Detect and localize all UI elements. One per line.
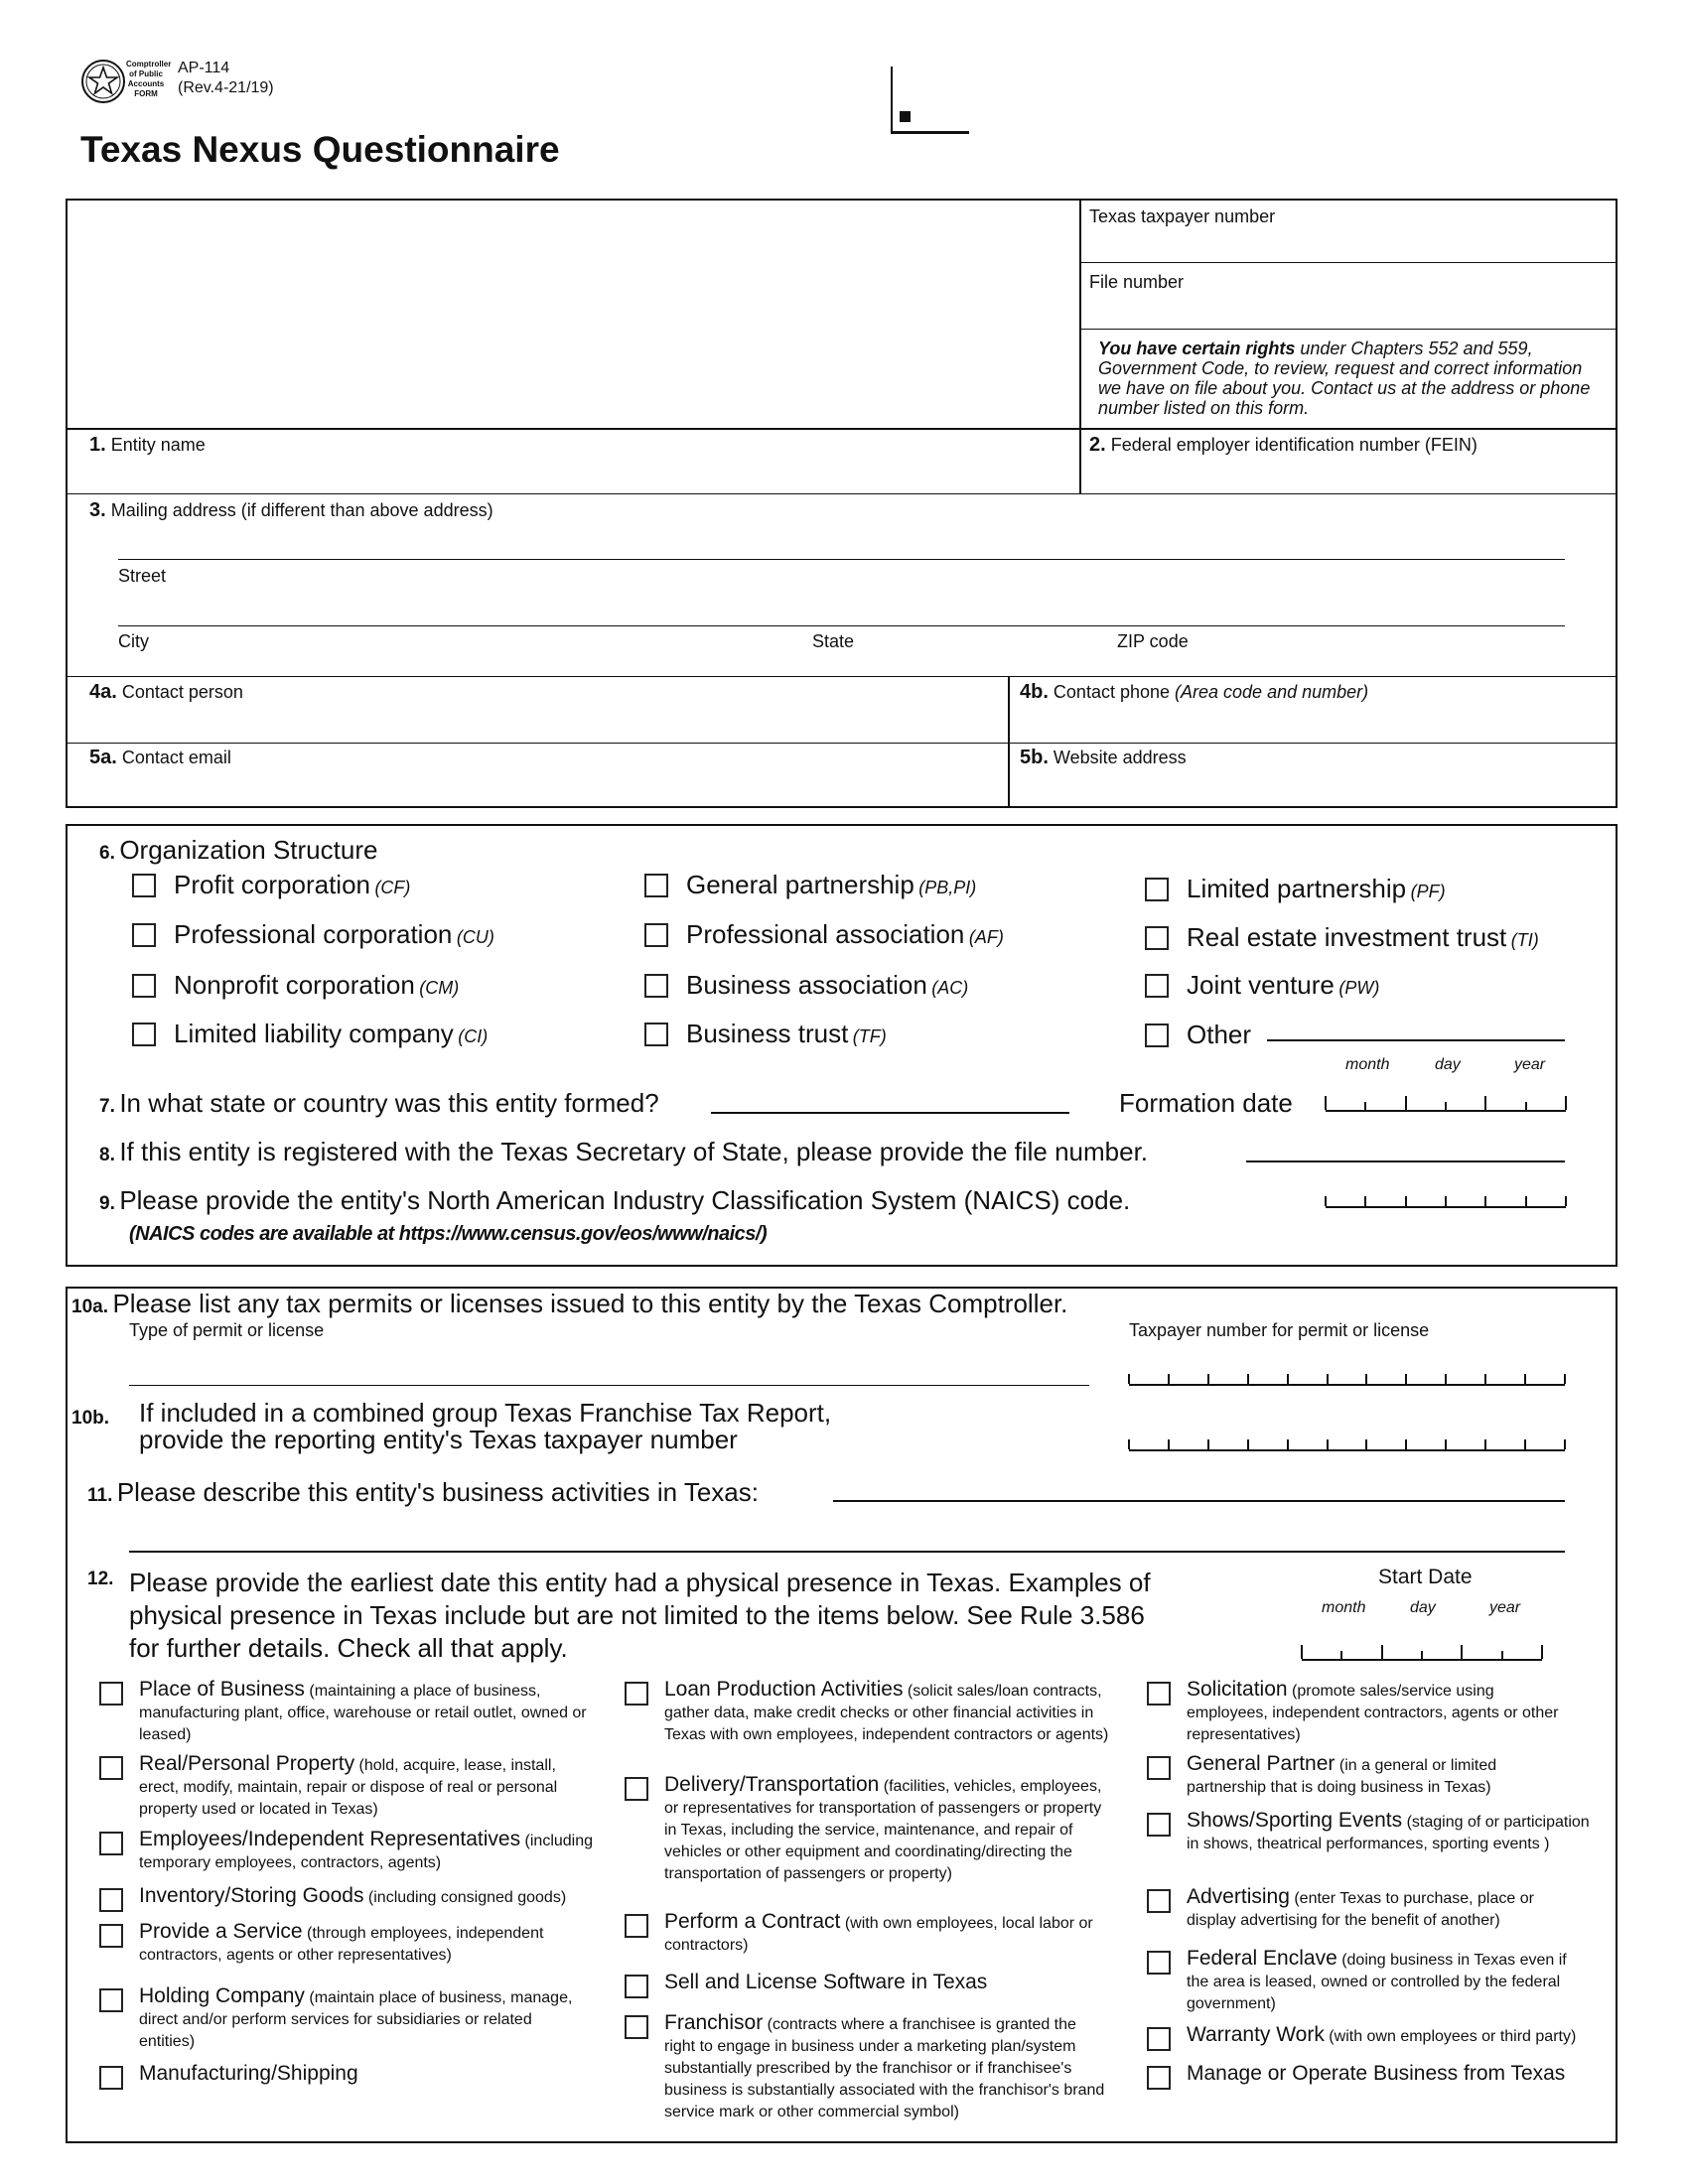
option-label: Business trust: [686, 1019, 849, 1048]
tick-mark: [1445, 1439, 1447, 1449]
option-limited-liability-company: [174, 1019, 488, 1049]
checkbox-professional-association[interactable]: [644, 923, 668, 947]
divider: [1080, 329, 1617, 330]
presence-item-label: Employees/Independent Representatives: [139, 1828, 521, 1850]
q10b-number: [71, 1408, 109, 1430]
q4a-number: 4a.: [89, 681, 117, 703]
option-code: (CM): [419, 978, 460, 998]
checkbox-employees-independent-representatives[interactable]: [99, 1832, 123, 1855]
presence-item-employees-independent-representatives: [139, 1829, 606, 1874]
street-field[interactable]: [118, 559, 1565, 560]
start-month-label: month: [1322, 1599, 1366, 1616]
tick-mark: [1461, 1645, 1463, 1659]
option-label: Professional association: [686, 919, 965, 949]
tick-mark: [1325, 1196, 1327, 1206]
q4b-note: (Area code and number): [1175, 682, 1369, 702]
divider: [66, 428, 1618, 430]
presence-item-label: Manufacturing/Shipping: [139, 2062, 358, 2085]
q10b-line2: provide the reporting entity's Texas taxpayer number: [139, 1425, 738, 1454]
tick-mark: [1247, 1439, 1249, 1449]
presence-item-general-partner: [1187, 1753, 1574, 1799]
sos-file-number-field[interactable]: [1246, 1160, 1565, 1162]
contact-person-label: [89, 681, 243, 704]
checkbox-advertising[interactable]: [1147, 1889, 1171, 1913]
q4b-label: Contact phone: [1053, 682, 1176, 702]
option-joint-venture: [1187, 970, 1379, 1001]
file-number-label: File number: [1089, 272, 1185, 292]
formation-state-field[interactable]: [711, 1112, 1069, 1114]
q12-line1: Please provide the earliest date this entity had a physical presence in Texas. Examples of: [129, 1568, 1151, 1597]
option-label: Real estate investment trust: [1187, 922, 1507, 952]
tick-mark: [1405, 1439, 1407, 1449]
permit-taxpayer-label: Taxpayer number for permit or license: [1129, 1320, 1430, 1340]
q5b-label: Website address: [1053, 748, 1187, 767]
q8-label: [99, 1137, 1148, 1167]
tick-mark: [1484, 1096, 1486, 1110]
checkbox-perform-a-contract[interactable]: [625, 1914, 648, 1938]
option-label: Other: [1187, 1020, 1252, 1049]
naics-note: (NAICS codes are available at https://www.census.gov/eos/www/naics/): [129, 1223, 768, 1245]
contact-phone-field[interactable]: [1013, 705, 1614, 739]
presence-item-label: Provide a Service: [139, 1920, 303, 1943]
q10a-label: [71, 1289, 1067, 1319]
presence-item-solicitation: [1187, 1679, 1574, 1746]
tick-mark: [1405, 1196, 1407, 1206]
option-business-trust: [686, 1019, 887, 1049]
q5a-label: Contact email: [121, 748, 231, 767]
option-label: Nonprofit corporation: [174, 970, 415, 1000]
presence-item-real-personal-property: [139, 1753, 596, 1821]
divider: [66, 743, 1618, 744]
tick-mark: [1525, 1102, 1527, 1110]
presence-item-label: Franchisor: [664, 2011, 764, 2034]
checkbox-loan-production-activities[interactable]: [625, 1682, 648, 1706]
option-code: (PW): [1338, 978, 1380, 998]
q4b-number: 4b.: [1020, 681, 1049, 703]
tick-mark: [1541, 1645, 1543, 1659]
formation-month-label: month: [1345, 1056, 1390, 1073]
option-code: (AF): [968, 927, 1004, 947]
tick-mark: [1381, 1645, 1383, 1659]
q1-number: 1.: [89, 434, 106, 456]
tick-mark: [1484, 1196, 1486, 1206]
tick-mark: [1365, 1374, 1367, 1384]
q4a-label: Contact person: [121, 682, 243, 702]
option-label: General partnership: [686, 870, 914, 899]
checkbox-delivery-transportation[interactable]: [625, 1777, 648, 1801]
option-code: (PB,PI): [918, 878, 977, 897]
start-day-label: day: [1410, 1599, 1436, 1616]
option-limited-partnership: [1187, 874, 1446, 904]
option-real-estate-investment-trust: [1187, 922, 1539, 953]
tick-mark: [1524, 1439, 1526, 1449]
option-code: (AC): [931, 978, 969, 998]
option-label: Professional corporation: [174, 919, 453, 949]
checkbox-manufacturing-shipping[interactable]: [99, 2066, 123, 2090]
q9-text: Please provide the entity's North American Industry Classification System (NAICS) code.: [119, 1185, 1131, 1215]
q6-label: Organization Structure: [119, 835, 378, 865]
checkbox-general-partner[interactable]: [1147, 1756, 1171, 1780]
q3-label: Mailing address (if different than above address): [110, 500, 493, 520]
presence-item-label: General Partner: [1187, 1752, 1336, 1775]
corner-mark-square: [900, 111, 911, 122]
tick-mark: [1207, 1439, 1209, 1449]
q1-label: Entity name: [110, 435, 206, 455]
contact-person-field[interactable]: [70, 705, 1005, 739]
checkbox-solicitation[interactable]: [1147, 1682, 1171, 1706]
presence-item-description: (including temporary employees, contractors, agents): [139, 1833, 594, 1871]
start-year-label: year: [1489, 1599, 1521, 1616]
tick-mark: [1484, 1374, 1486, 1384]
city-state-zip-field[interactable]: [118, 625, 1565, 626]
divider: [1008, 676, 1010, 808]
presence-item-label: Advertising: [1187, 1885, 1290, 1908]
q10a-text: Please list any tax permits or licenses issued to this entity by the Texas Comptroller.: [112, 1289, 1068, 1318]
tick-mark: [1327, 1439, 1329, 1449]
q10a-number: 10a.: [71, 1297, 108, 1317]
presence-item-holding-company: [139, 1985, 576, 2053]
checkbox-limited-liability-company[interactable]: [132, 1023, 156, 1046]
q11-text: Please describe this entity's business activities in Texas:: [116, 1477, 759, 1507]
presence-item-label: Shows/Sporting Events: [1187, 1809, 1403, 1832]
divider: [1079, 199, 1081, 494]
option-code: (TF): [852, 1026, 887, 1046]
state-label: State: [812, 631, 855, 651]
divider: [66, 493, 1618, 494]
checkbox-professional-corporation[interactable]: [132, 923, 156, 947]
contact-email-field[interactable]: [70, 770, 1005, 804]
checkbox-manage-or-operate-business-from-texas[interactable]: [1147, 2066, 1171, 2090]
presence-item-perform-a-contract: [664, 1911, 1111, 1957]
divider: [66, 676, 1618, 677]
corner-mark-vertical: [891, 67, 893, 132]
presence-item-label: Inventory/Storing Goods: [139, 1884, 364, 1907]
checkbox-shows-sporting-events[interactable]: [1147, 1813, 1171, 1837]
option-label: Joint venture: [1187, 970, 1335, 1000]
q8-number: 8.: [99, 1145, 115, 1165]
presence-item-federal-enclave: [1187, 1948, 1584, 2015]
tick-mark: [1128, 1374, 1130, 1384]
page-title: Texas Nexus Questionnaire: [80, 129, 560, 170]
tick-mark: [1445, 1374, 1447, 1384]
presence-item-description: (staging of or participation in shows, theatrical performances, sporting events ): [1187, 1814, 1590, 1852]
tick-mark: [1525, 1196, 1527, 1206]
q7-label: [99, 1088, 659, 1119]
presence-item-warranty-work: [1187, 2024, 1623, 2048]
option-label: Business association: [686, 970, 927, 1000]
q2-label: Federal employer identification number (FEIN): [1110, 435, 1477, 455]
tick-mark: [1445, 1196, 1447, 1206]
formation-year-label: year: [1514, 1056, 1546, 1073]
address-block-field[interactable]: [68, 202, 1077, 426]
entity-name-field[interactable]: [70, 459, 1076, 490]
tick-mark: [1168, 1374, 1170, 1384]
presence-item-description: (facilities, vehicles, employees, or representatives for transportation of passengers or property in Texas, including the service, maintenance, and repair of vehicles or other equipment and coordinating/directing the transportation of passengers or property): [664, 1778, 1102, 1882]
tick-mark: [1364, 1196, 1366, 1206]
q6-heading: [99, 835, 377, 866]
other-specify-field[interactable]: [1267, 1039, 1565, 1041]
formation-day-label: day: [1435, 1056, 1461, 1073]
reporting-entity-number-field[interactable]: [1129, 1441, 1565, 1451]
naics-code-field[interactable]: [1326, 1198, 1566, 1208]
fein-field[interactable]: [1084, 459, 1615, 490]
presence-item-label: Perform a Contract: [664, 1910, 841, 1933]
mailing-address-label: [89, 499, 493, 522]
checkbox-other[interactable]: [1145, 1024, 1169, 1047]
website-field[interactable]: [1013, 770, 1614, 804]
presence-item-delivery-transportation: [664, 1774, 1111, 1885]
tick-mark: [1247, 1374, 1249, 1384]
presence-item-place-of-business: [139, 1679, 596, 1746]
q12-number-text: 12.: [87, 1569, 114, 1589]
checkbox-inventory-storing-goods[interactable]: [99, 1888, 123, 1912]
logo-text: Comptroller of Public Accounts FORM: [126, 60, 172, 98]
presence-item-description: (including consigned goods): [363, 1889, 567, 1906]
tick-mark: [1287, 1374, 1289, 1384]
presence-item-description: (promote sales/service using employees, independent contractors, agents or other representatives): [1187, 1683, 1559, 1743]
presence-item-label: Sell and License Software in Texas: [664, 1971, 988, 1993]
tick-mark: [1565, 1196, 1567, 1206]
permit-taxpayer-number-field[interactable]: [1129, 1376, 1565, 1386]
q10b-number-text: 10b.: [71, 1408, 110, 1429]
q5a-number: 5a.: [89, 747, 117, 768]
tick-mark: [1287, 1439, 1289, 1449]
checkbox-warranty-work[interactable]: [1147, 2027, 1171, 2051]
fein-label: [1089, 434, 1477, 457]
rights-notice-text: under Chapters 552 and 559, Government Code, to review, request and correct information we have on file about you. Contact us at the address or phone number listed on this form.: [1098, 339, 1591, 418]
tick-mark: [1501, 1651, 1503, 1659]
presence-item-inventory-storing-goods: [139, 1885, 606, 1909]
q12-line3: for further details. Check all that apply.: [129, 1633, 568, 1663]
tick-mark: [1484, 1439, 1486, 1449]
tick-mark: [1405, 1374, 1407, 1384]
formation-date-label: Formation date: [1119, 1088, 1293, 1118]
website-label: [1020, 747, 1187, 769]
divider: [1080, 262, 1617, 263]
presence-item-label: Holding Company: [139, 1984, 305, 2007]
presence-item-description: (through employees, independent contractors, agents or other representatives): [139, 1925, 544, 1964]
presence-item-description: (contracts where a franchisee is granted the right to engage in business under a marketing plan/system substantially prescribed by the franchisor or if franchisee's business is substantially associated with the franchisor's brand service mark or other commercial symbol): [664, 2016, 1105, 2120]
checkbox-business-trust[interactable]: [644, 1023, 668, 1046]
option-other: [1187, 1020, 1251, 1050]
rights-notice-bold: You have certain rights: [1098, 339, 1296, 358]
option-professional-association: [686, 919, 1004, 950]
checkbox-nonprofit-corporation[interactable]: [132, 974, 156, 998]
q12-number: [87, 1569, 113, 1590]
presence-item-manage-or-operate-business-from-texas: [1187, 2063, 1623, 2087]
checkbox-general-partnership[interactable]: [644, 874, 668, 897]
checkbox-profit-corporation[interactable]: [132, 874, 156, 897]
checkbox-federal-enclave[interactable]: [1147, 1951, 1171, 1975]
comptroller-seal-logo: [79, 58, 127, 105]
presence-item-label: Real/Personal Property: [139, 1752, 355, 1775]
tick-mark: [1421, 1651, 1423, 1659]
q5b-number: 5b.: [1020, 747, 1049, 768]
taxpayer-number-field[interactable]: [1082, 230, 1615, 260]
formation-date-field[interactable]: [1326, 1098, 1566, 1112]
presence-item-shows-sporting-events: [1187, 1810, 1604, 1855]
tick-mark: [1564, 1374, 1566, 1384]
option-code: (CU): [456, 927, 494, 947]
q12-line2: physical presence in Texas include but are not limited to the items below. See Rule 3.586: [129, 1600, 1145, 1630]
q11-number: 11.: [87, 1485, 113, 1506]
presence-item-label: Place of Business: [139, 1678, 305, 1701]
presence-item-description: (maintain place of business, manage, direct and/or perform services for subsidiaries or related entities): [139, 1989, 573, 2050]
checkbox-sell-and-license-software-in-texas[interactable]: [625, 1975, 648, 1998]
checkbox-business-association[interactable]: [644, 974, 668, 998]
tick-mark: [1207, 1374, 1209, 1384]
presence-item-provide-a-service: [139, 1921, 596, 1967]
entity-name-label: [89, 434, 206, 457]
option-professional-corporation: [174, 919, 494, 950]
presence-item-description: (solicit sales/loan contracts, gather data, make credit checks or other financial activities in Texas with own employees, independent contractors or agents): [664, 1683, 1109, 1743]
tick-mark: [1365, 1439, 1367, 1449]
tick-mark: [1364, 1102, 1366, 1110]
tick-mark: [1405, 1096, 1407, 1110]
q10b-line1: If included in a combined group Texas Franchise Tax Report,: [139, 1398, 832, 1428]
form-revision: (Rev.4-21/19): [178, 79, 274, 96]
presence-item-description: (with own employees, local labor or contractors): [664, 1915, 1093, 1954]
contact-phone-label: [1020, 681, 1368, 704]
form-number: AP-114: [178, 60, 230, 76]
presence-item-label: Manage or Operate Business from Texas: [1187, 2062, 1566, 2085]
option-business-association: [686, 970, 968, 1001]
permit-type-field[interactable]: [129, 1385, 1089, 1386]
taxpayer-number-label: Texas taxpayer number: [1089, 206, 1276, 226]
option-label: Limited partnership: [1187, 874, 1407, 903]
presence-item-description: (doing business in Texas even if the area is leased, owned or controlled by the federal government): [1187, 1952, 1567, 2012]
checkbox-holding-company[interactable]: [99, 1988, 123, 2012]
q8-text: If this entity is registered with the Texas Secretary of State, please provide the file number.: [119, 1137, 1149, 1166]
city-label: City: [118, 631, 149, 651]
q3-number: 3.: [89, 499, 106, 521]
q9-number: 9.: [99, 1193, 115, 1214]
q11-label: [87, 1477, 759, 1508]
option-code: (CF): [374, 878, 411, 897]
q9-label: [99, 1185, 1130, 1216]
tick-mark: [1565, 1096, 1567, 1110]
tick-mark: [1168, 1439, 1170, 1449]
presence-item-label: Solicitation: [1187, 1678, 1288, 1701]
tick-mark: [1128, 1439, 1130, 1449]
presence-item-description: (with own employees or third party): [1324, 2028, 1577, 2045]
option-profit-corporation: [174, 870, 410, 900]
presence-item-description: (hold, acquire, lease, install, erect, modify, maintain, repair or dispose of real or personal property used or located in Texas): [139, 1757, 558, 1818]
street-label: Street: [118, 566, 167, 586]
presence-item-description: (enter Texas to purchase, place or display advertising for the benefit of another): [1187, 1890, 1534, 1929]
option-code: (TI): [1510, 930, 1539, 950]
q6-number: 6.: [99, 843, 115, 864]
checkbox-place-of-business[interactable]: [99, 1682, 123, 1706]
checkbox-franchisor[interactable]: [625, 2015, 648, 2039]
tick-mark: [1327, 1374, 1329, 1384]
option-label: Limited liability company: [174, 1019, 454, 1048]
option-general-partnership: [686, 870, 976, 900]
contact-email-label: [89, 747, 231, 769]
option-code: (CI): [458, 1026, 489, 1046]
option-nonprofit-corporation: [174, 970, 459, 1001]
start-date-field[interactable]: [1302, 1647, 1542, 1661]
presence-item-description: (in a general or limited partnership that is doing business in Texas): [1187, 1757, 1497, 1796]
presence-item-franchisor: [664, 2012, 1111, 2123]
tick-mark: [1445, 1102, 1447, 1110]
tick-mark: [1564, 1439, 1566, 1449]
checkbox-provide-a-service[interactable]: [99, 1924, 123, 1948]
checkbox-real-estate-investment-trust[interactable]: [1145, 926, 1169, 950]
option-code: (PF): [1410, 882, 1446, 901]
business-activities-field-1[interactable]: [833, 1500, 1565, 1502]
q7-number: 7.: [99, 1096, 115, 1117]
checkbox-limited-partnership[interactable]: [1145, 878, 1169, 901]
presence-item-label: Federal Enclave: [1187, 1947, 1337, 1970]
q2-number: 2.: [1089, 434, 1106, 456]
presence-item-loan-production-activities: [664, 1679, 1111, 1746]
file-number-field[interactable]: [1082, 296, 1615, 326]
business-activities-field-2[interactable]: [129, 1551, 1565, 1553]
zip-label: ZIP code: [1117, 631, 1189, 651]
rights-notice: [1098, 339, 1605, 418]
tick-mark: [1325, 1096, 1327, 1110]
tick-mark: [1301, 1645, 1303, 1659]
permit-type-label: Type of permit or license: [129, 1320, 325, 1340]
tick-mark: [1340, 1651, 1342, 1659]
presence-item-advertising: [1187, 1886, 1584, 1932]
corner-mark-horizontal: [891, 131, 969, 134]
presence-item-manufacturing-shipping: [139, 2063, 596, 2087]
presence-item-description: (maintaining a place of business, manufacturing plant, office, warehouse or retail outlet, owned or leased): [139, 1683, 587, 1743]
checkbox-real-personal-property[interactable]: [99, 1756, 123, 1780]
q7-text: In what state or country was this entity formed?: [119, 1088, 659, 1118]
presence-item-label: Warranty Work: [1187, 2023, 1325, 2046]
option-label: Profit corporation: [174, 870, 370, 899]
start-date-label: Start Date: [1378, 1566, 1473, 1588]
checkbox-joint-venture[interactable]: [1145, 974, 1169, 998]
presence-item-label: Loan Production Activities: [664, 1678, 904, 1701]
tick-mark: [1524, 1374, 1526, 1384]
presence-item-sell-and-license-software-in-texas: [664, 1972, 1111, 1995]
presence-item-label: Delivery/Transportation: [664, 1773, 880, 1796]
